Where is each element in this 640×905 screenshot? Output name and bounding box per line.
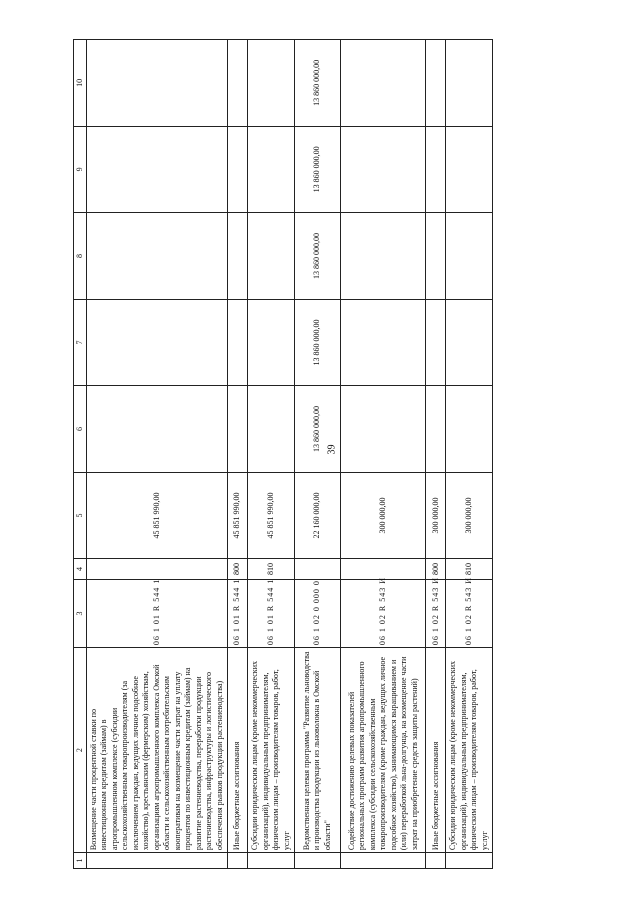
amount-col7-cell (228, 299, 248, 386)
amount-col7-cell (341, 299, 426, 386)
row-number-cell (87, 853, 228, 869)
budget-code-cell: 06 1 02 R 543 И (426, 579, 446, 647)
table-row (87, 40, 228, 869)
amount-col9-cell (446, 126, 493, 213)
amount-col9-cell: 13 860 000,00 (294, 126, 340, 213)
amount-col7-cell (87, 299, 228, 386)
amount-col5-cell: 45 851 990,00 (87, 472, 228, 559)
table-row (426, 40, 446, 869)
amount-col6-cell: 13 860 000,00 (294, 386, 340, 473)
item-name-cell: Иные бюджетные ассигнования (426, 648, 446, 853)
amount-col9-cell (87, 126, 228, 213)
item-name-cell: Содействие достижению целевых показателей региональных программ развития агропромышленного комплекса (субсидии сельскохозяйственным товаропроизводителям (кроме граждан, ведущих личное подсобное хозяйство), занимающимся выращиванием и (или) переработкой льна-долгунца, на возмещение части затрат на приобретение средств защиты растений) (341, 648, 426, 853)
amount-col8-cell (248, 213, 294, 300)
header-cell: 8 (74, 213, 87, 300)
expense-type-cell (294, 559, 340, 579)
header-cell: 5 (74, 472, 87, 559)
header-cell: 9 (74, 126, 87, 213)
amount-col6-cell (248, 386, 294, 473)
table-row (341, 40, 426, 869)
page-number: 39 (326, 444, 338, 455)
expense-type-cell (87, 559, 228, 579)
budget-code-cell: 06 1 02 R 543 И (341, 579, 426, 647)
item-name-cell: Ведомственная целевая программа "Развитие льноводства и производства продукции из льноволокна в Омской области" (294, 648, 340, 853)
amount-col10-cell (228, 40, 248, 127)
row-number-cell (446, 853, 493, 869)
amount-col7-cell (248, 299, 294, 386)
amount-col8-cell (446, 213, 493, 300)
amount-col9-cell (341, 126, 426, 213)
amount-col5-cell: 300 000,00 (341, 472, 426, 559)
table-row (228, 40, 248, 869)
budget-code-cell: 06 1 01 R 544 1 (248, 579, 294, 647)
item-name-cell: Возмещение части процентной ставки по инвестиционным кредитам (займам) в агропромышленном комплексе (субсидии сельскохозяйственным товаропроизводителям (за исключением граждан, ведущих личное подсобное хозяйство), крестьянским (фермерским) хозяйствам, организациям агропромышленного комплекса Омской области и сельскохозяйственным потребительским кооперативам на возмещение части затрат на уплату процентов по инвестиционным кредитам (займам) на развитие растениеводства, переработки продукции растениеводства, инфраструктуры и логистического обеспечения рынков продукции растениеводства) (87, 648, 228, 853)
table-row (294, 40, 340, 869)
budget-code-cell: 06 1 01 R 544 1 (87, 579, 228, 647)
row-number-cell (294, 853, 340, 869)
amount-col5-cell: 300 000,00 (446, 472, 493, 559)
amount-col7-cell: 13 860 000,00 (294, 299, 340, 386)
amount-col8-cell (87, 213, 228, 300)
amount-col10-cell: 13 860 000,00 (294, 40, 340, 127)
amount-col9-cell (426, 126, 446, 213)
budget-code-cell: 06 1 02 R 543 И (446, 579, 493, 647)
header-cell: 10 (74, 40, 87, 127)
table-body (74, 40, 493, 869)
amount-col6-cell (426, 386, 446, 473)
amount-col10-cell (446, 40, 493, 127)
header-cell: 1 (74, 853, 87, 869)
budget-code-cell: 06 1 02 0 000 0 (294, 579, 340, 647)
expense-type-cell: 810 (446, 559, 493, 579)
expense-type-cell: 810 (248, 559, 294, 579)
amount-col7-cell (446, 299, 493, 386)
amount-col7-cell (426, 299, 446, 386)
amount-col6-cell (87, 386, 228, 473)
header-cell: 2 (74, 648, 87, 853)
item-name-cell: Субсидии юридическим лицам (кроме некоммерческих организаций), индивидуальным предпринимателям, физическим лицам – производителям товаров, работ, услуг (248, 648, 294, 853)
amount-col5-cell: 22 160 000,00 (294, 472, 340, 559)
expense-type-cell: 800 (426, 559, 446, 579)
amount-col5-cell: 300 000,00 (426, 472, 446, 559)
header-cell: 3 (74, 579, 87, 647)
table-row (248, 40, 294, 869)
amount-col10-cell (426, 40, 446, 127)
amount-col8-cell (228, 213, 248, 300)
amount-col8-cell (341, 213, 426, 300)
row-number-cell (341, 853, 426, 869)
budget-table (73, 39, 493, 869)
table-row (446, 40, 493, 869)
item-name-cell: Субсидии юридическим лицам (кроме некоммерческих организаций), индивидуальным предпринимателям, физическим лицам – производителям товаров, работ, услуг (446, 648, 493, 853)
amount-col5-cell: 45 851 990,00 (248, 472, 294, 559)
amount-col8-cell (426, 213, 446, 300)
row-number-cell (228, 853, 248, 869)
budget-code-cell: 06 1 01 R 544 1 (228, 579, 248, 647)
header-row (74, 40, 87, 869)
header-cell: 4 (74, 559, 87, 579)
amount-col10-cell (341, 40, 426, 127)
amount-col5-cell: 45 851 990,00 (228, 472, 248, 559)
budget-table-container (73, 39, 493, 869)
amount-col6-cell (341, 386, 426, 473)
amount-col10-cell (87, 40, 228, 127)
row-number-cell (426, 853, 446, 869)
amount-col9-cell (248, 126, 294, 213)
amount-col9-cell (228, 126, 248, 213)
amount-col10-cell (248, 40, 294, 127)
amount-col6-cell (228, 386, 248, 473)
expense-type-cell: 800 (228, 559, 248, 579)
amount-col8-cell: 13 860 000,00 (294, 213, 340, 300)
amount-col6-cell (446, 386, 493, 473)
header-cell: 7 (74, 299, 87, 386)
item-name-cell: Иные бюджетные ассигнования (228, 648, 248, 853)
row-number-cell (248, 853, 294, 869)
header-cell: 6 (74, 386, 87, 473)
